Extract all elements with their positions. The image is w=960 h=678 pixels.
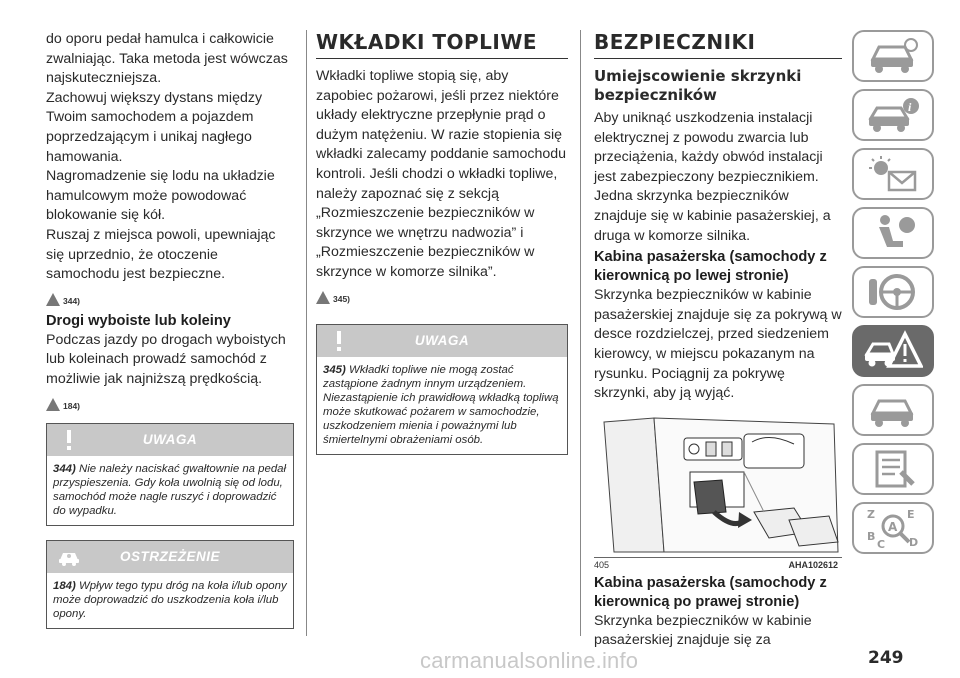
figure-code: AHA102612 <box>788 559 838 570</box>
note-text: Nie należy naciskać gwałtownie na pedał przyspieszenia. Gdy koła uwolnią się od lodu, samochód może nagle ruszyć i doprowadzić do wypadku. <box>53 462 287 517</box>
tab-car-info[interactable] <box>852 89 934 141</box>
reference-number: 344) <box>63 295 81 306</box>
svg-text:i: i <box>908 100 912 114</box>
warning-box-header <box>47 424 293 456</box>
note-number: 345) <box>323 363 346 376</box>
fuse-box-illustration <box>594 412 842 558</box>
section-heading: Drogi wyboiste lub koleiny <box>46 312 231 329</box>
svg-text:Z: Z <box>867 508 875 521</box>
figure-rule <box>594 557 842 558</box>
svg-text:C: C <box>877 538 886 550</box>
section-title: BEZPIECZNIKI <box>594 30 842 59</box>
note-text: Wkładki topliwe nie mogą zostać zastąpione żadnym innym urządzeniem. Niezastąpienie ich prawidłową wkładką topliwą może skutkować pożarem w samochodzie, uszkodzeniem mienia i poważnymi lub śmiertelnymi obrażeniami osób. <box>323 363 559 446</box>
warning-box-body <box>47 456 293 525</box>
warning-box-body <box>317 357 567 454</box>
technical-data-icon <box>867 448 919 490</box>
chapter-tabs <box>852 30 934 561</box>
warning-box-title: UWAGA <box>414 333 470 349</box>
tab-seat-airbag[interactable] <box>852 207 934 259</box>
section-heading: Kabina pasażerska (samochody z kierownicą po lewej stronie) <box>594 249 827 285</box>
section-heading: Kabina pasażerska (samochody z kierownicą po prawej stronie) <box>594 574 827 610</box>
caution-box-header <box>47 541 293 573</box>
index-abc-icon <box>863 506 923 550</box>
watermark: carmanualsonline.info <box>420 648 639 673</box>
warning-exclamation-icon <box>57 428 81 452</box>
figure-number: 405 <box>594 559 610 570</box>
warning-lights-icon <box>867 154 919 194</box>
column-left <box>46 30 294 629</box>
svg-text:D: D <box>909 536 919 549</box>
svg-text:E: E <box>907 508 915 521</box>
tab-index[interactable] <box>852 502 934 554</box>
note-number: 344) <box>53 462 76 475</box>
tab-car-service[interactable] <box>852 384 934 436</box>
tab-technical-data[interactable] <box>852 443 934 495</box>
tab-steering-wheel[interactable] <box>852 266 934 318</box>
section-title: WKŁADKI TOPLIWE <box>316 30 568 59</box>
warning-reference[interactable] <box>316 286 568 304</box>
paragraph: do oporu pedał hamulca i całkowicie zwalniając. Taka metoda jest wówczas najskuteczniejsza. <box>46 31 288 87</box>
warning-triangle-icon <box>46 293 60 306</box>
caution-box <box>46 540 294 629</box>
paragraph: Skrzynka bezpieczników w kabinie pasażerskiej znajduje się za <box>594 612 812 649</box>
column-middle <box>316 30 568 455</box>
column-right <box>594 30 842 651</box>
car-caution-icon <box>57 545 81 569</box>
car-dashboard-icon <box>867 37 919 75</box>
note-number: 184) <box>53 579 76 592</box>
column-divider <box>306 30 307 636</box>
paragraph: Ruszaj z miejsca powoli, upewniając się uprzednio, że otoczenie samochodu jest bezpieczne. <box>46 226 276 283</box>
caution-reference[interactable] <box>46 393 294 411</box>
svg-text:A: A <box>888 520 898 534</box>
paragraph: Nagromadzenie się lodu na układzie hamulcowym może powodować blokowanie się kół. <box>46 168 275 224</box>
svg-text:B: B <box>867 530 876 543</box>
caution-box-title: OSTRZEŻENIE <box>119 549 220 564</box>
tab-emergency[interactable] <box>852 325 934 377</box>
tab-car-dashboard[interactable] <box>852 30 934 82</box>
reference-number: 345) <box>333 293 351 304</box>
warning-reference[interactable] <box>46 288 294 306</box>
section-subtitle: Umiejscowienie skrzynki bezpieczników <box>594 67 802 104</box>
paragraph: Zachowuj większy dystans między Twoim samochodem a pojazdem poprzedzającym i unikaj nagłego hamowania. <box>46 89 263 165</box>
paragraph: Wkładki topliwe stopią się, aby zapobiec pożarowi, jeśli przez niektóre układy elektryczne przepłynie prąd o dużym natężeniu. W razie stopienia się wkładki zalecamy poddanie samochodu kontroli. Jeśli chodzi o wkładki topliwe, należy zapoznać się z sekcją „Rozmieszczenie bezpieczników w skrzynce we wnętrzu nadwozia” i „Rozmieszczenie bezpieczników w skrzynce w komorze silnika”. <box>316 68 566 280</box>
tab-warning-lights[interactable] <box>852 148 934 200</box>
paragraph: Skrzynka bezpieczników w kabinie pasażerskiej znajduje się za pokrywą w desce rozdzielczej, przed siedzeniem kierowcy, w miejscu pokazanym na rysunku. Pociągnij za pokrywę skrzynki, aby ją wyjąć. <box>594 287 842 402</box>
reference-number: 184) <box>63 400 81 411</box>
car-service-icon <box>867 391 919 429</box>
emergency-car-icon <box>863 330 923 372</box>
caution-box-body <box>47 573 293 628</box>
paragraph: Podczas jazdy po drogach wyboistych lub koleinach prowadź samochód z możliwie jak najniższą prędkością. <box>46 331 286 387</box>
note-text: Wpływ tego typu dróg na koła i/lub opony może doprowadzić do uszkodzenia koła i/lub opony. <box>53 579 287 620</box>
warning-box <box>46 423 294 526</box>
warning-box-title: UWAGA <box>142 432 198 447</box>
warning-box-header <box>317 325 567 357</box>
caution-triangle-icon <box>46 398 60 411</box>
car-info-icon <box>867 96 919 134</box>
seat-airbag-icon <box>867 213 919 253</box>
warning-exclamation-icon <box>327 329 351 353</box>
page-number: 249 <box>868 648 904 668</box>
fuse-box-figure <box>594 412 842 572</box>
column-divider <box>580 30 581 636</box>
warning-triangle-icon <box>316 291 330 304</box>
warning-box <box>316 324 568 455</box>
paragraph: Aby uniknąć uszkodzenia instalacji elektrycznej z powodu zwarcia lub przeciążenia, każdy obwód instalacji jest zabezpieczony bezpiecznikiem. Jedna skrzynka bezpieczników znajduje się w kabinie pasażerskiej, a druga w komorze silnika. <box>594 110 831 244</box>
steering-wheel-icon <box>865 271 921 313</box>
